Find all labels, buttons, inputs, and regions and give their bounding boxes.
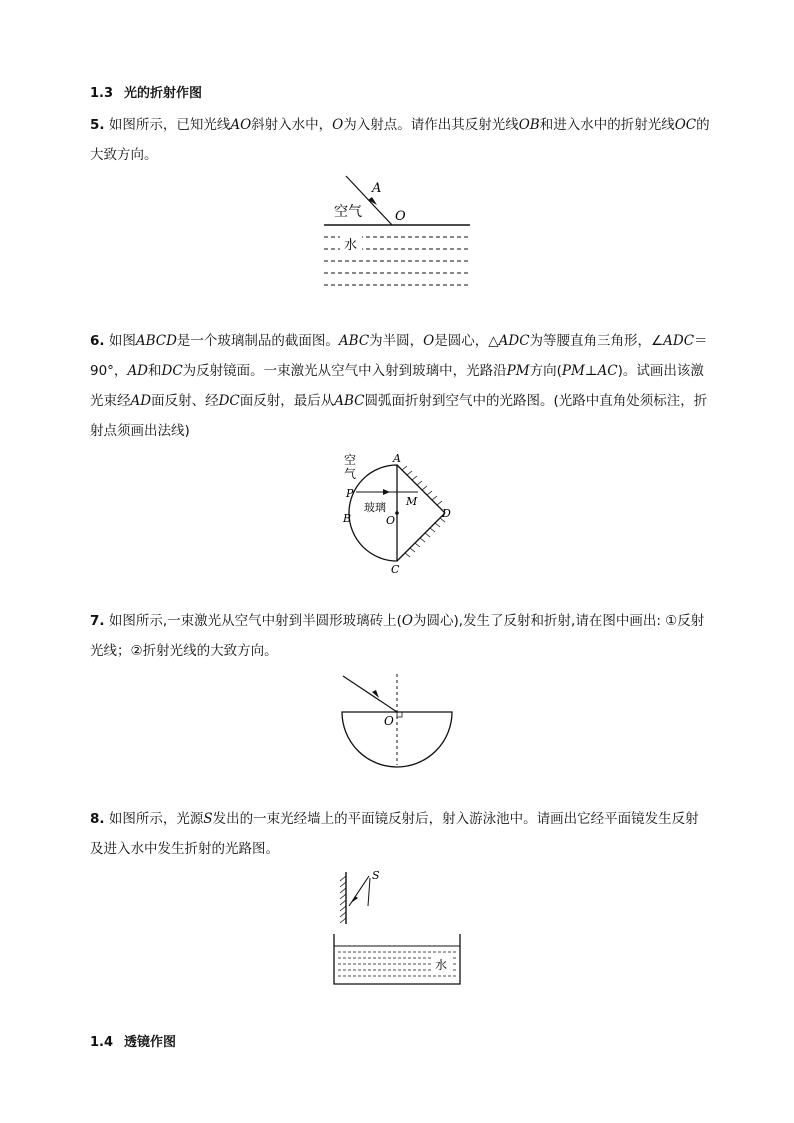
figure-q5-air-water xyxy=(320,172,480,292)
label-glass: 玻璃 xyxy=(364,501,386,514)
label-air-1: 空 xyxy=(344,453,357,467)
question-5: 5. 如图所示，已知光线AO斜射入水中，O为入射点。请作出其反射光线OB和进入水中的折射光线OC的大致方向。 xyxy=(90,117,710,163)
figure-q6-glass xyxy=(330,450,470,575)
arrow-icon xyxy=(351,896,358,903)
label-o: O xyxy=(386,514,396,527)
center-dot xyxy=(395,511,399,515)
label-o: O xyxy=(395,209,406,224)
section-heading-1-3 xyxy=(90,82,202,101)
label-o: O xyxy=(384,714,394,728)
label-p: P xyxy=(346,487,354,500)
label-a: A xyxy=(372,181,382,196)
hatch-dc xyxy=(405,518,445,557)
mirror-hatch xyxy=(340,876,346,923)
label-a: A xyxy=(393,452,401,465)
mirror-ad xyxy=(397,465,445,513)
question-number: 8. xyxy=(90,811,105,827)
arrow-icon xyxy=(372,690,379,698)
label-s: S xyxy=(372,869,380,882)
figure-q7-semicircle xyxy=(335,670,460,770)
section-number: 1.3 xyxy=(90,86,114,101)
question-6: 6. 如图ABCD是一个玻璃制品的截面图。ABC为半圆，O是圆心，△ADC为等腰直角三角形，∠ADC＝90°，AD和DC为反射镜面。一束激光从空气中入射到玻璃中，光路沿PM方向(PM⊥AC)。试画出该激光束经AD面反射、经DC面反射，最后从ABC圆弧面折射到空气中的光路图。(光路中直角处须标注，折射点须画出法线) xyxy=(90,333,708,439)
label-b: B xyxy=(343,512,352,525)
label-air-2: 气 xyxy=(344,467,357,481)
arrow-icon xyxy=(383,489,390,495)
question-number: 5. xyxy=(90,117,105,133)
right-angle-mark xyxy=(397,712,402,717)
question-number: 6. xyxy=(90,333,105,349)
question-7: 7. 如图所示,一束激光从空气中射到半圆形玻璃砖上(O为圆心),发生了反射和折射,请在图中画出: ①反射光线；②折射光线的大致方向。 xyxy=(90,613,705,659)
label-m: M xyxy=(406,495,418,508)
section-title: 透镜作图 xyxy=(124,1035,177,1050)
question-number: 7. xyxy=(90,613,105,629)
label-air: 空气 xyxy=(334,204,362,220)
question-8: 8. 如图所示，光源S发出的一束光经墙上的平面镜反射后，射入游泳池中。请画出它经平面镜发生反射及进入水中发生折射的光路图。 xyxy=(90,811,699,857)
label-water: 水 xyxy=(344,238,358,253)
label-d: D xyxy=(442,507,451,520)
mirror-dc xyxy=(397,513,445,561)
label-c: C xyxy=(391,563,400,576)
label-water: 水 xyxy=(435,958,448,972)
section-title: 光的折射作图 xyxy=(124,86,203,101)
source-rod xyxy=(368,878,370,906)
section-heading-1-4 xyxy=(90,1031,176,1050)
incident-ray xyxy=(343,676,397,712)
section-number: 1.4 xyxy=(90,1035,114,1050)
figure-q8-pool xyxy=(330,866,470,991)
